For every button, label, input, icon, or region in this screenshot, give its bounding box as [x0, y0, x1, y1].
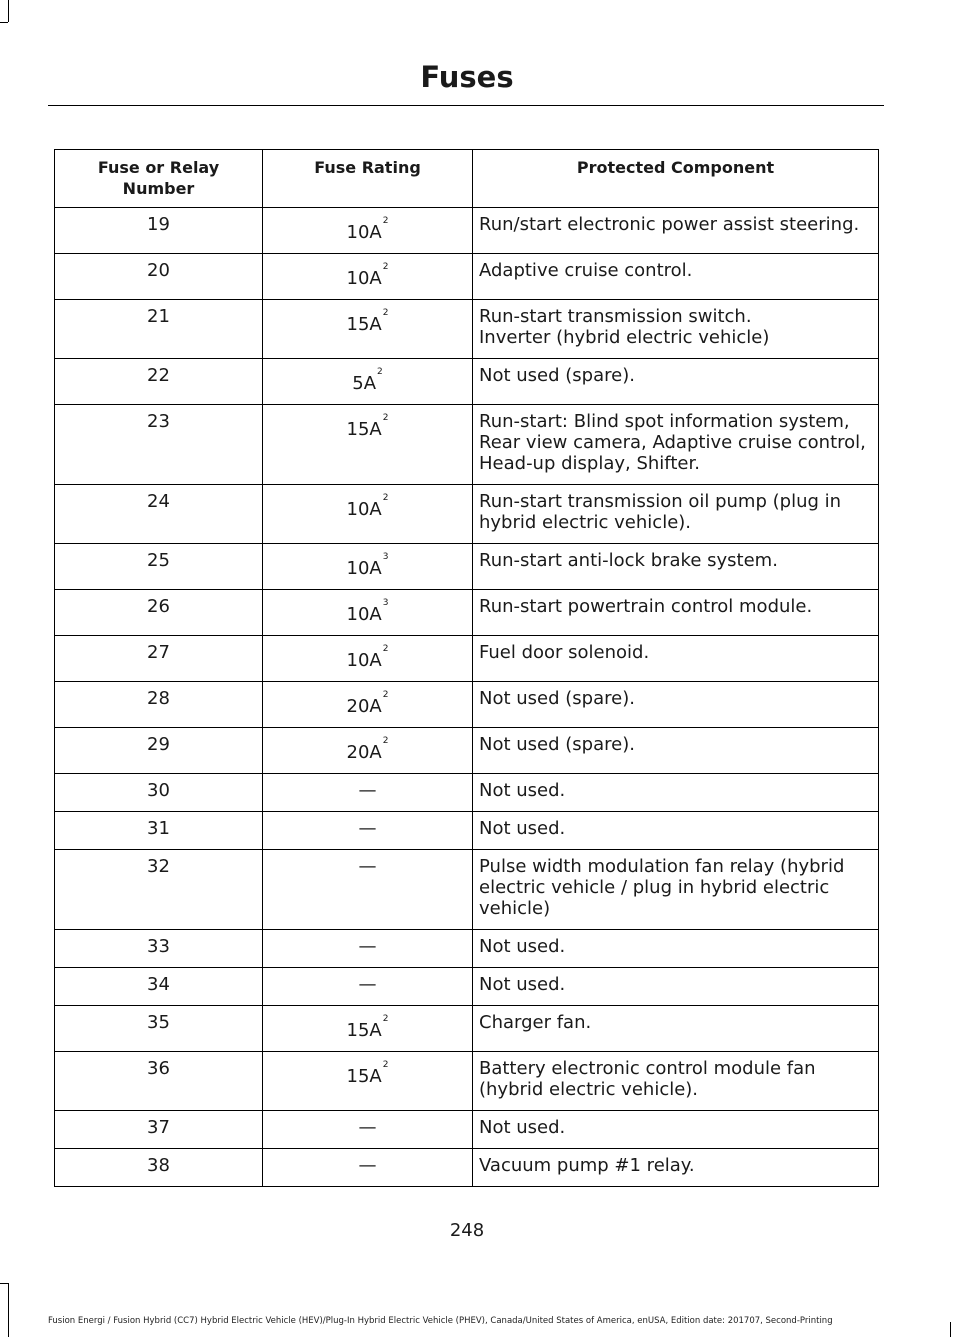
- protected-component: [473, 1149, 879, 1187]
- table-row: [55, 300, 879, 359]
- protected-component: [473, 728, 879, 774]
- component-text-line: Adaptive cruise control.: [479, 260, 693, 281]
- fuse-rating-footnote: 2: [382, 690, 389, 700]
- table-row: [55, 812, 879, 850]
- protected-component: [473, 485, 879, 544]
- protected-component: [473, 1052, 879, 1111]
- protected-component: [473, 300, 879, 359]
- fuse-rating-value: 10A: [346, 222, 382, 243]
- fuse-rating-footnote: 2: [382, 1014, 389, 1024]
- table-row: [55, 590, 879, 636]
- table-header-row: [55, 150, 879, 208]
- fuse-number: 31: [55, 812, 263, 850]
- fuse-rating: [263, 254, 473, 300]
- fuse-rating: [263, 682, 473, 728]
- fuse-rating: [263, 1111, 473, 1149]
- table-row: [55, 636, 879, 682]
- fuse-rating-footnote: 2: [382, 644, 389, 654]
- fuse-rating-value: —: [358, 974, 377, 995]
- fuse-rating-footnote: 2: [382, 308, 389, 318]
- column-header-component: Protected Component: [473, 150, 879, 208]
- table-row: [55, 930, 879, 968]
- fuse-rating-value: —: [358, 856, 377, 877]
- table-row: [55, 682, 879, 728]
- component-text-line: Run-start: Blind spot information system,: [479, 411, 850, 432]
- component-text-line: (hybrid electric vehicle).: [479, 1079, 699, 1100]
- column-header-number: Fuse or Relay Number: [55, 150, 263, 208]
- fuse-table: [54, 149, 879, 1187]
- page-title: Fuses: [420, 60, 514, 94]
- fuse-rating-value: —: [358, 1117, 377, 1138]
- component-text-line: Fuel door solenoid.: [479, 642, 650, 663]
- crop-mark-bottom-right-v: [950, 1322, 951, 1337]
- fuse-rating-footnote: 3: [382, 598, 389, 608]
- component-text-line: Not used (spare).: [479, 365, 635, 386]
- fuse-rating-footnote: 3: [382, 552, 389, 562]
- protected-component: [473, 544, 879, 590]
- component-text-line: Run-start anti-lock brake system.: [479, 550, 778, 571]
- fuse-number: 25: [55, 544, 263, 590]
- fuse-rating: [263, 728, 473, 774]
- component-text-line: Vacuum pump #1 relay.: [479, 1155, 695, 1176]
- crop-mark-top-left-v: [8, 0, 9, 22]
- table-row: [55, 1111, 879, 1149]
- protected-component: [473, 1111, 879, 1149]
- fuse-rating-value: —: [358, 780, 377, 801]
- fuse-rating-value: 5A: [352, 373, 377, 394]
- fuse-rating: [263, 968, 473, 1006]
- crop-mark-bottom-left-h: [0, 1283, 8, 1284]
- fuse-rating-footnote: 2: [382, 262, 389, 272]
- component-text-line: Run/start electronic power assist steering.: [479, 214, 860, 235]
- component-text-line: Charger fan.: [479, 1012, 592, 1033]
- fuse-rating: [263, 590, 473, 636]
- table-row: [55, 359, 879, 405]
- protected-component: [473, 774, 879, 812]
- component-text-line: hybrid electric vehicle).: [479, 512, 692, 533]
- footer-text: Fusion Energi / Fusion Hybrid (CC7) Hybrid Electric Vehicle (HEV)/Plug-In Hybrid Electric Vehicle (PHEV), Canada/United States of America, enUSA, Edition date: 201707, Second-Printing: [48, 1316, 833, 1326]
- crop-mark-top-left-h: [0, 22, 8, 23]
- fuse-rating-value: 15A: [346, 419, 382, 440]
- table-row: [55, 728, 879, 774]
- fuse-number: 22: [55, 359, 263, 405]
- table-row: [55, 544, 879, 590]
- fuse-rating: [263, 544, 473, 590]
- component-text-line: vehicle): [479, 898, 551, 919]
- fuse-rating-value: —: [358, 1155, 377, 1176]
- component-text-line: electric vehicle / plug in hybrid electric: [479, 877, 830, 898]
- fuse-rating: [263, 1052, 473, 1111]
- component-text-line: Rear view camera, Adaptive cruise control,: [479, 432, 866, 453]
- title-divider: [48, 105, 884, 106]
- fuse-rating-value: 15A: [346, 314, 382, 335]
- component-text-line: Battery electronic control module fan: [479, 1058, 816, 1079]
- component-text-line: Pulse width modulation fan relay (hybrid: [479, 856, 845, 877]
- protected-component: [473, 405, 879, 485]
- component-text-line: Head-up display, Shifter.: [479, 453, 700, 474]
- fuse-number: 34: [55, 968, 263, 1006]
- fuse-rating-value: 10A: [346, 604, 382, 625]
- fuse-number: 24: [55, 485, 263, 544]
- table-row: [55, 485, 879, 544]
- protected-component: [473, 850, 879, 930]
- fuse-rating: [263, 774, 473, 812]
- fuse-rating: [263, 1006, 473, 1052]
- protected-component: [473, 359, 879, 405]
- fuse-number: 33: [55, 930, 263, 968]
- component-text-line: Not used (spare).: [479, 734, 635, 755]
- fuse-number: 19: [55, 208, 263, 254]
- fuse-number: 20: [55, 254, 263, 300]
- fuse-number: 37: [55, 1111, 263, 1149]
- table-row: [55, 208, 879, 254]
- table-row: [55, 405, 879, 485]
- fuse-rating: [263, 850, 473, 930]
- fuse-rating: [263, 359, 473, 405]
- protected-component: [473, 208, 879, 254]
- protected-component: [473, 930, 879, 968]
- table-row: [55, 1006, 879, 1052]
- protected-component: [473, 812, 879, 850]
- column-header-rating: Fuse Rating: [263, 150, 473, 208]
- fuse-number: 35: [55, 1006, 263, 1052]
- fuse-rating: [263, 812, 473, 850]
- fuse-number: 30: [55, 774, 263, 812]
- protected-component: [473, 1006, 879, 1052]
- fuse-rating-footnote: 2: [382, 493, 389, 503]
- fuse-rating-footnote: 2: [382, 736, 389, 746]
- protected-component: [473, 636, 879, 682]
- table-row: [55, 254, 879, 300]
- component-text-line: Run-start powertrain control module.: [479, 596, 813, 617]
- fuse-rating-value: 10A: [346, 558, 382, 579]
- fuse-rating: [263, 405, 473, 485]
- component-text-line: Not used.: [479, 974, 566, 995]
- table-row: [55, 850, 879, 930]
- fuse-rating: [263, 930, 473, 968]
- table-row: [55, 968, 879, 1006]
- fuse-rating-value: —: [358, 936, 377, 957]
- protected-component: [473, 590, 879, 636]
- fuse-rating-value: 10A: [346, 499, 382, 520]
- fuse-rating-value: 20A: [346, 696, 382, 717]
- table-row: [55, 774, 879, 812]
- component-text-line: Not used.: [479, 1117, 566, 1138]
- fuse-number: 26: [55, 590, 263, 636]
- fuse-rating-footnote: 2: [382, 413, 389, 423]
- fuse-number: 36: [55, 1052, 263, 1111]
- fuse-rating-footnote: 2: [377, 367, 383, 377]
- fuse-number: 27: [55, 636, 263, 682]
- protected-component: [473, 968, 879, 1006]
- crop-mark-bottom-left-v: [8, 1283, 9, 1337]
- component-text-line: Inverter (hybrid electric vehicle): [479, 327, 770, 348]
- fuse-rating: [263, 208, 473, 254]
- fuse-number: 32: [55, 850, 263, 930]
- fuse-rating: [263, 1149, 473, 1187]
- fuse-number: 28: [55, 682, 263, 728]
- component-text-line: Not used.: [479, 780, 566, 801]
- component-text-line: Run-start transmission oil pump (plug in: [479, 491, 842, 512]
- fuse-rating: [263, 300, 473, 359]
- component-text-line: Not used.: [479, 936, 566, 957]
- page-number: 248: [449, 1220, 485, 1241]
- fuse-number: 23: [55, 405, 263, 485]
- table-row: [55, 1149, 879, 1187]
- fuse-number: 38: [55, 1149, 263, 1187]
- fuse-rating: [263, 485, 473, 544]
- fuse-rating-value: 10A: [346, 650, 382, 671]
- protected-component: [473, 254, 879, 300]
- fuse-rating-value: —: [358, 818, 377, 839]
- fuse-rating-footnote: 2: [382, 216, 389, 226]
- fuse-rating: [263, 636, 473, 682]
- fuse-rating-value: 15A: [346, 1066, 382, 1087]
- component-text-line: Run-start transmission switch.: [479, 306, 752, 327]
- fuse-rating-value: 15A: [346, 1020, 382, 1041]
- component-text-line: Not used.: [479, 818, 566, 839]
- fuse-rating-footnote: 2: [382, 1060, 389, 1070]
- fuse-number: 21: [55, 300, 263, 359]
- fuse-number: 29: [55, 728, 263, 774]
- protected-component: [473, 682, 879, 728]
- fuse-rating-value: 10A: [346, 268, 382, 289]
- component-text-line: Not used (spare).: [479, 688, 635, 709]
- table-row: [55, 1052, 879, 1111]
- fuse-rating-value: 20A: [346, 742, 382, 763]
